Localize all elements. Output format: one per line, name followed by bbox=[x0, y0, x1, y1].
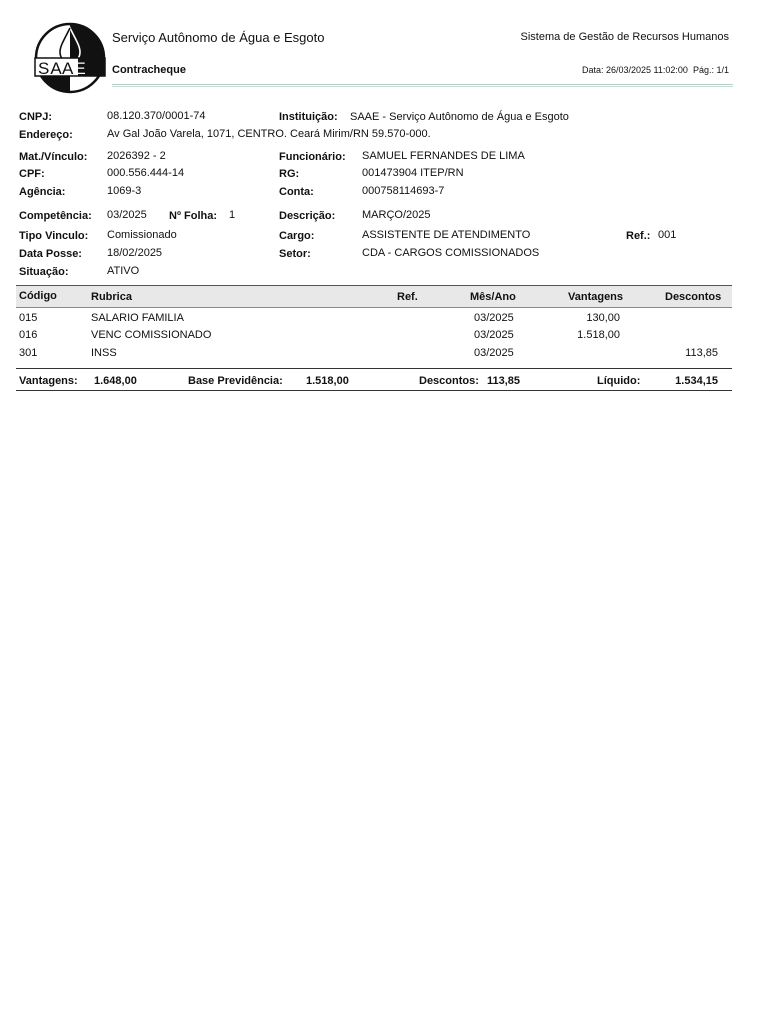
liquido-value: 1.534,15 bbox=[675, 375, 718, 387]
total-vantagens-label: Vantagens: bbox=[19, 375, 78, 387]
cargo-label: Cargo: bbox=[279, 230, 315, 242]
setor-value: CDA - CARGOS COMISSIONADOS bbox=[362, 247, 540, 259]
logo-text-left: SA bbox=[38, 59, 63, 78]
totals-bottom-rule bbox=[16, 390, 732, 391]
header-rule-2 bbox=[112, 86, 733, 87]
endereco-value: Av Gal João Varela, 1071, CENTRO. Ceará Mirim/RN 59.570-000. bbox=[107, 128, 431, 140]
col-ref: Ref. bbox=[397, 291, 418, 303]
doc-title: Contracheque bbox=[112, 64, 186, 76]
total-descontos-value: 113,85 bbox=[487, 375, 521, 387]
header-rule bbox=[112, 84, 733, 85]
system-name: Sistema de Gestão de Recursos Humanos bbox=[520, 31, 729, 43]
conta-value: 000758114693-7 bbox=[362, 185, 445, 197]
rg-label: RG: bbox=[279, 168, 300, 180]
cpf-label: CPF: bbox=[19, 168, 45, 180]
row-codigo: 301 bbox=[19, 347, 38, 359]
row-codigo: 016 bbox=[19, 329, 38, 341]
row-mes-ano: 03/2025 bbox=[474, 312, 514, 324]
data-posse-value: 18/02/2025 bbox=[107, 247, 163, 259]
row-mes-ano: 03/2025 bbox=[474, 329, 514, 341]
liquido-label: Líquido: bbox=[597, 375, 641, 387]
data-posse-label: Data Posse: bbox=[19, 248, 82, 260]
row-rubrica: VENC COMISSIONADO bbox=[91, 329, 212, 341]
funcionario-value: SAMUEL FERNANDES DE LIMA bbox=[362, 150, 525, 162]
col-vantagens: Vantagens bbox=[568, 291, 624, 303]
competencia-label: Competência: bbox=[19, 210, 92, 222]
col-codigo: Código bbox=[19, 290, 57, 302]
tipo-vinculo-value: Comissionado bbox=[107, 229, 177, 241]
col-mes-ano: Mês/Ano bbox=[470, 291, 516, 303]
matricula-value: 2026392 - 2 bbox=[107, 150, 166, 162]
tipo-vinculo-label: Tipo Vinculo: bbox=[19, 230, 89, 242]
total-vantagens-value: 1.648,00 bbox=[94, 375, 137, 387]
row-vantagens: 130,00 bbox=[586, 312, 620, 324]
funcionario-label: Funcionário: bbox=[279, 151, 346, 163]
row-codigo: 015 bbox=[19, 312, 38, 324]
agencia-value: 1069-3 bbox=[107, 185, 142, 197]
descricao-label: Descrição: bbox=[279, 210, 336, 222]
print-info: Data: 26/03/2025 11:02:00 Pág.: 1/1 bbox=[581, 65, 729, 75]
total-descontos-label: Descontos: bbox=[419, 375, 479, 387]
agencia-label: Agência: bbox=[19, 186, 66, 198]
cnpj-label: CNPJ: bbox=[19, 111, 53, 123]
ref-value: 001 bbox=[658, 229, 677, 241]
print-date: 26/03/2025 11:02:00 bbox=[606, 65, 688, 75]
cpf-value: 000.556.444-14 bbox=[107, 167, 185, 179]
row-vantagens: 1.518,00 bbox=[577, 329, 620, 341]
cargo-value: ASSISTENTE DE ATENDIMENTO bbox=[362, 229, 531, 241]
base-previdencia-value: 1.518,00 bbox=[306, 375, 349, 387]
org-name: Serviço Autônomo de Água e Esgoto bbox=[112, 30, 325, 45]
competencia-value: 03/2025 bbox=[107, 209, 147, 221]
cnpj-value: 08.120.370/0001-74 bbox=[107, 110, 206, 122]
row-rubrica: INSS bbox=[91, 347, 117, 359]
row-rubrica: SALARIO FAMILIA bbox=[91, 312, 184, 324]
situacao-value: ATIVO bbox=[107, 265, 140, 277]
instituicao-label: Instituição: bbox=[279, 111, 338, 123]
conta-label: Conta: bbox=[279, 186, 314, 198]
descricao-value: MARÇO/2025 bbox=[362, 209, 431, 221]
ref-label: Ref.: bbox=[626, 230, 651, 242]
saae-logo bbox=[34, 22, 106, 94]
col-descontos: Descontos bbox=[665, 291, 722, 303]
situacao-label: Situação: bbox=[19, 266, 69, 278]
row-descontos: 113,85 bbox=[685, 347, 718, 359]
logo-text-right: AE bbox=[62, 59, 87, 78]
matricula-label: Mat./Vínculo: bbox=[19, 151, 88, 163]
folha-value: 1 bbox=[229, 209, 236, 221]
setor-label: Setor: bbox=[279, 248, 311, 260]
folha-label: Nº Folha: bbox=[169, 210, 218, 222]
totals-top-rule bbox=[16, 368, 732, 369]
base-previdencia-label: Base Previdência: bbox=[188, 375, 283, 387]
row-mes-ano: 03/2025 bbox=[474, 347, 514, 359]
col-rubrica: Rubrica bbox=[91, 291, 132, 303]
endereco-label: Endereço: bbox=[19, 129, 73, 141]
rg-value: 001473904 ITEP/RN bbox=[362, 167, 464, 179]
page-number: 1/1 bbox=[716, 65, 729, 75]
instituicao-value: SAAE - Serviço Autônomo de Água e Esgoto bbox=[350, 111, 569, 123]
